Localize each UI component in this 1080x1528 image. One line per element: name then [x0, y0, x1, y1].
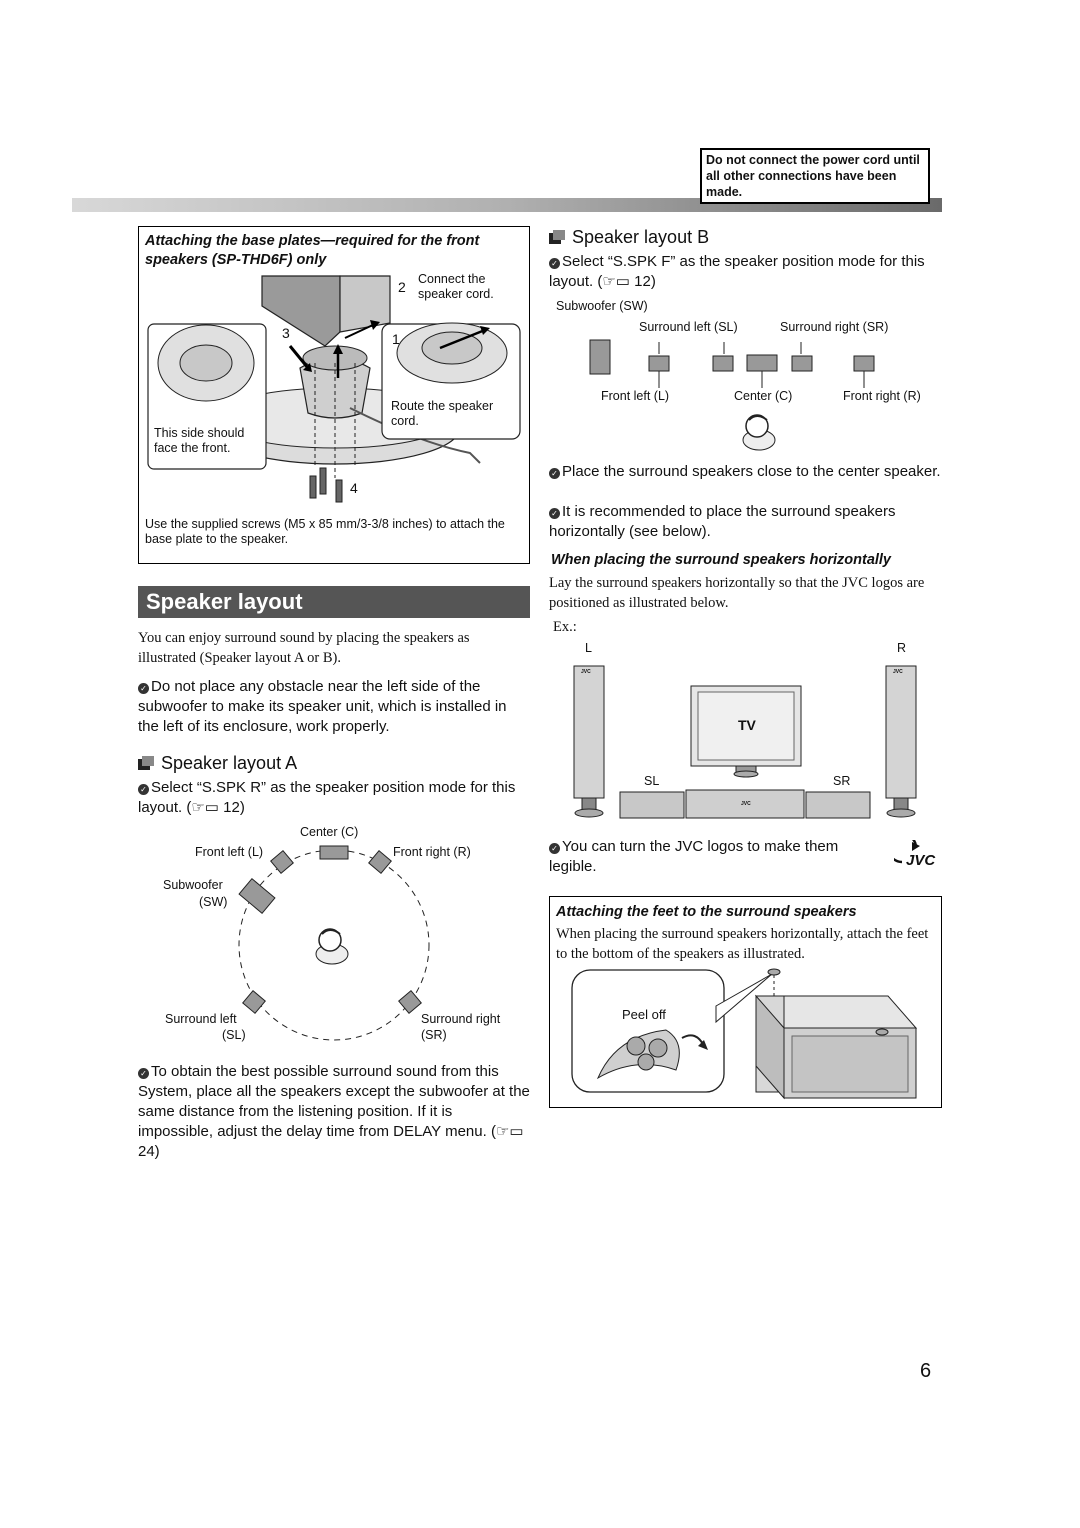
peel-off-label: Peel off — [622, 1007, 666, 1022]
section-marker-icon — [549, 230, 566, 244]
note-horizontal: ✓ It is recommended to place the surround speakers horizontally (see below). — [549, 503, 896, 540]
note-close: ✓ Place the surround speakers close to the center speaker. — [549, 462, 942, 482]
check-icon: ✓ — [549, 508, 560, 519]
section-marker-icon — [138, 756, 155, 770]
layout-b-select: ✓ Select “S.SPK F” as the speaker position mode for this layout. (☞▭ 12) — [549, 253, 925, 290]
base-plate-illustration — [140, 268, 528, 513]
step-2-number: 2 — [398, 279, 406, 295]
layout-b-subwoofer-label: Subwoofer (SW) — [556, 299, 648, 313]
layout-a-title: Speaker layout A — [138, 752, 297, 774]
note-distance: ✓ To obtain the best possible surround sound from this System, place all the speakers except the subwoofer at the same distance from the listening position. If it is impossible, adjust the delay time from DELAY menu. (☞▭ 24) — [138, 1063, 530, 1160]
check-icon: ✓ — [549, 843, 560, 854]
layout-b-center-label: Center (C) — [734, 389, 793, 403]
layout-a-select: ✓ Select “S.SPK R” as the speaker position mode for this layout. (☞▭ 12) — [138, 779, 516, 816]
book-ref-icon: ☞▭ — [495, 1123, 524, 1140]
attach-box-title: Attaching the base plates—required for the front speakers (SP-THD6F) only — [145, 233, 480, 268]
tv-label: TV — [738, 717, 756, 733]
layout-a-center-label: Center (C) — [300, 825, 359, 839]
jvc-logo-center: JVC — [741, 801, 751, 807]
layout-a-surround-left-abbr: (SL) — [222, 1028, 246, 1042]
check-icon: ✓ — [549, 258, 560, 269]
layout-a-surround-right-abbr: (SR) — [421, 1028, 447, 1042]
layout-a-subwoofer-label: Subwoofer — [163, 878, 223, 892]
layout-b-title: Speaker layout B — [549, 226, 709, 248]
face-front-text: This side should face the front. — [154, 426, 262, 456]
jvc-logo-left: JVC — [581, 669, 591, 675]
layout-a-surround-right-label: Surround right — [421, 1012, 501, 1026]
layout-a-front-left-label: Front left (L) — [195, 845, 264, 859]
jvc-logo-rotate: JVC — [906, 852, 936, 869]
feet-illustration — [566, 966, 936, 1100]
label-sr: SR — [833, 774, 851, 788]
speaker-layout-title: Speaker layout — [138, 586, 530, 618]
label-r: R — [897, 641, 907, 655]
layout-b-front-right-label: Front right (R) — [843, 389, 921, 403]
feet-box-text: When placing the surround speakers horizontally, attach the feet to the bottom of the speakers as illustrated. — [556, 926, 929, 962]
layout-b-surround-right-label: Surround right (SR) — [780, 320, 889, 334]
horizontal-title: When placing the surround speakers horizontally — [551, 552, 891, 568]
speaker-layout-intro: You can enjoy surround sound by placing the speakers as illustrated (Speaker layout A or B). — [138, 630, 470, 666]
step-2-text: Connect the speaker cord. — [418, 272, 494, 301]
example-label: Ex.: — [553, 619, 577, 635]
step-4-number: 4 — [350, 480, 358, 496]
label-l: L — [585, 641, 592, 655]
check-icon: ✓ — [138, 1068, 149, 1079]
check-icon: ✓ — [549, 468, 560, 479]
layout-b-surround-left-label: Surround left (SL) — [639, 320, 738, 334]
check-icon: ✓ — [138, 683, 149, 694]
book-ref-icon: ☞▭ — [191, 799, 219, 816]
check-icon: ✓ — [138, 784, 149, 795]
screws-text: Use the supplied screws (M5 x 85 mm/3-3/8 inches) to attach the base plate to the speaker. — [145, 517, 505, 546]
page-number: 6 — [920, 1360, 932, 1382]
layout-a-surround-left-label: Surround left — [165, 1012, 237, 1026]
step-3-number: 3 — [282, 325, 290, 341]
jvc-logo-right: JVC — [893, 669, 903, 675]
step-1-number: 1 — [392, 331, 400, 347]
layout-a-front-right-label: Front right (R) — [393, 845, 471, 859]
feet-box-title: Attaching the feet to the surround speakers — [556, 904, 857, 920]
layout-b-front-left-label: Front left (L) — [601, 389, 670, 403]
horizontal-text: Lay the surround speakers horizontally so that the JVC logos are positioned as illustrated below. — [549, 575, 925, 611]
note-obstacle: ✓ Do not place any obstacle near the left side of the subwoofer to make its speaker unit, which is installed in the left of its enclosure, work properly. — [138, 678, 507, 735]
label-sl: SL — [644, 774, 660, 788]
route-cord-text: Route the speaker cord. — [391, 399, 516, 429]
warning-box: Do not connect the power cord until all other connections have been made. — [700, 148, 930, 204]
note-turn-logos: ✓ You can turn the JVC logos to make them legible. — [549, 838, 839, 875]
book-ref-icon: ☞▭ — [602, 273, 630, 290]
layout-a-subwoofer-abbr: (SW) — [199, 895, 228, 909]
